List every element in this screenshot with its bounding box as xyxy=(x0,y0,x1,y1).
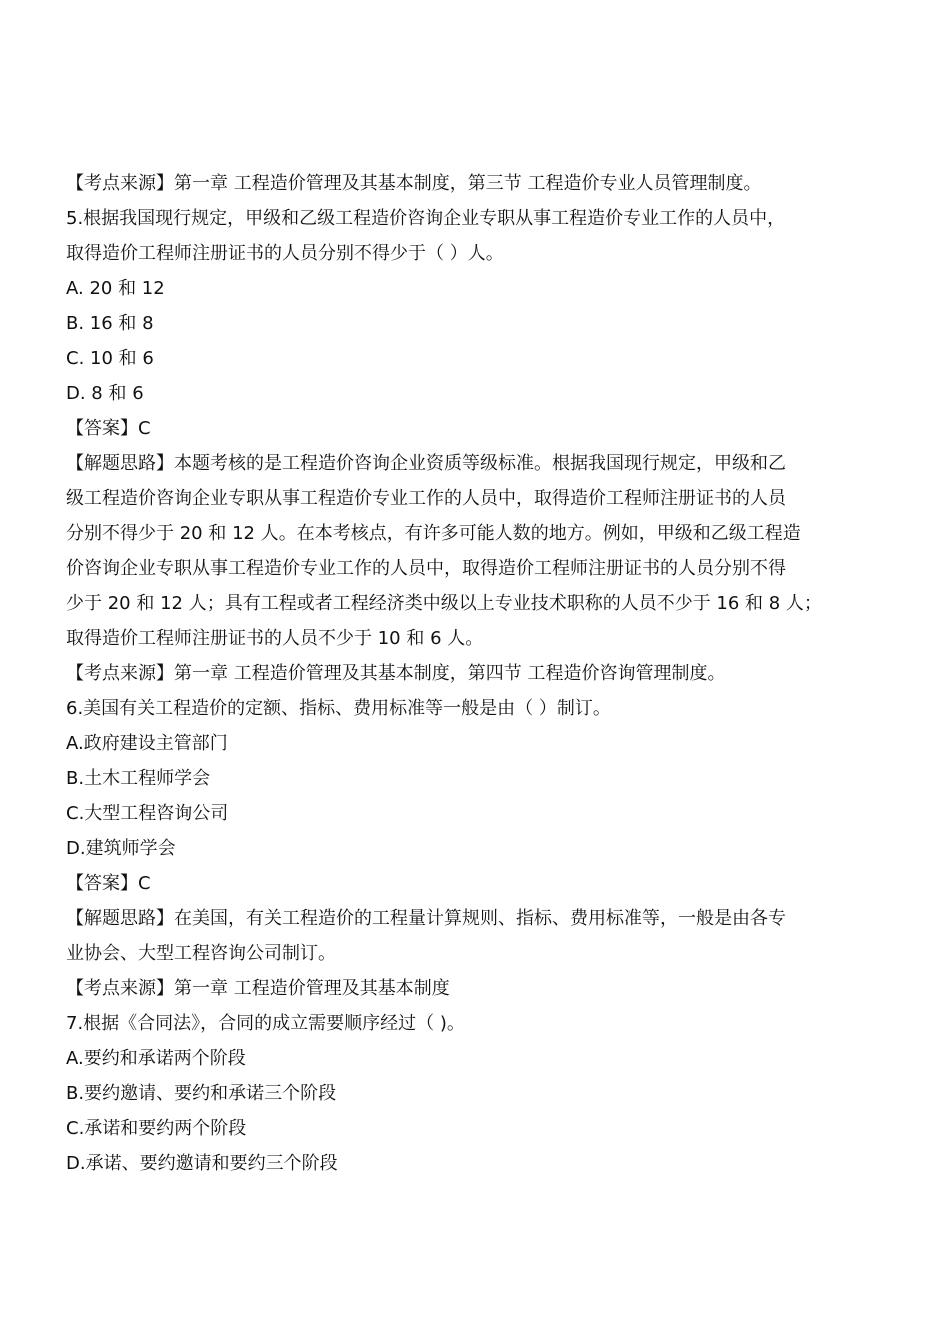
q7-option-b: B.要约邀请、要约和承诺三个阶段 xyxy=(66,1083,337,1104)
q5-analysis-line2: 级工程造价咨询企业专职从事工程造价专业工作的人员中，取得造价工程师注册证书的人员 xyxy=(66,488,786,509)
q6-option-d: D.建筑师学会 xyxy=(66,838,176,859)
q6-source: 【考点来源】第一章 工程造价管理及其基本制度 xyxy=(66,978,450,999)
q6-option-a: A.政府建设主管部门 xyxy=(66,733,228,754)
q6-analysis-line2: 业协会、大型工程咨询公司制订。 xyxy=(66,943,336,964)
q6-stem: 6.美国有关工程造价的定额、指标、费用标准等一般是由（ ）制订。 xyxy=(66,698,611,719)
q5-analysis-line3: 分别不得少于 20 和 12 人。在本考核点，有许多可能人数的地方。例如，甲级和乙级工程造 xyxy=(66,523,801,544)
q5-analysis-line6: 取得造价工程师注册证书的人员不少于 10 和 6 人。 xyxy=(66,628,484,649)
q5-source: 【考点来源】第一章 工程造价管理及其基本制度，第四节 工程造价咨询管理制度。 xyxy=(66,663,726,684)
q7-option-a: A.要约和承诺两个阶段 xyxy=(66,1048,246,1069)
q5-answer: 【答案】C xyxy=(66,418,151,439)
q5-option-d: D. 8 和 6 xyxy=(66,383,144,404)
q5-option-c: C. 10 和 6 xyxy=(66,348,154,369)
q6-analysis-line1: 【解题思路】在美国，有关工程造价的工程量计算规则、指标、费用标准等，一般是由各专 xyxy=(66,908,786,929)
q5-stem-line2: 取得造价工程师注册证书的人员分别不得少于（ ）人。 xyxy=(66,243,504,264)
q6-option-c: C.大型工程咨询公司 xyxy=(66,803,229,824)
q5-option-a: A. 20 和 12 xyxy=(66,278,165,299)
q6-answer: 【答案】C xyxy=(66,873,151,894)
q7-option-c: C.承诺和要约两个阶段 xyxy=(66,1118,247,1139)
q4-source: 【考点来源】第一章 工程造价管理及其基本制度，第三节 工程造价专业人员管理制度。 xyxy=(66,173,762,194)
q7-stem: 7.根据《合同法》，合同的成立需要顺序经过（ )。 xyxy=(66,1013,465,1034)
q5-analysis-line4: 价咨询企业专职从事工程造价专业工作的人员中，取得造价工程师注册证书的人员分别不得 xyxy=(66,558,786,579)
q5-analysis-line5: 少于 20 和 12 人；具有工程或者工程经济类中级以上专业技术职称的人员不少于 16 和 8 人； xyxy=(66,593,822,614)
q5-stem-line1: 5.根据我国现行规定，甲级和乙级工程造价咨询企业专职从事工程造价专业工作的人员中， xyxy=(66,208,786,229)
q7-option-d: D.承诺、要约邀请和要约三个阶段 xyxy=(66,1153,338,1174)
document-page xyxy=(66,166,856,1181)
q6-option-b: B.土木工程师学会 xyxy=(66,768,211,789)
q5-option-b: B. 16 和 8 xyxy=(66,313,154,334)
q5-analysis-line1: 【解题思路】本题考核的是工程造价咨询企业资质等级标准。根据我国现行规定，甲级和乙 xyxy=(66,453,786,474)
